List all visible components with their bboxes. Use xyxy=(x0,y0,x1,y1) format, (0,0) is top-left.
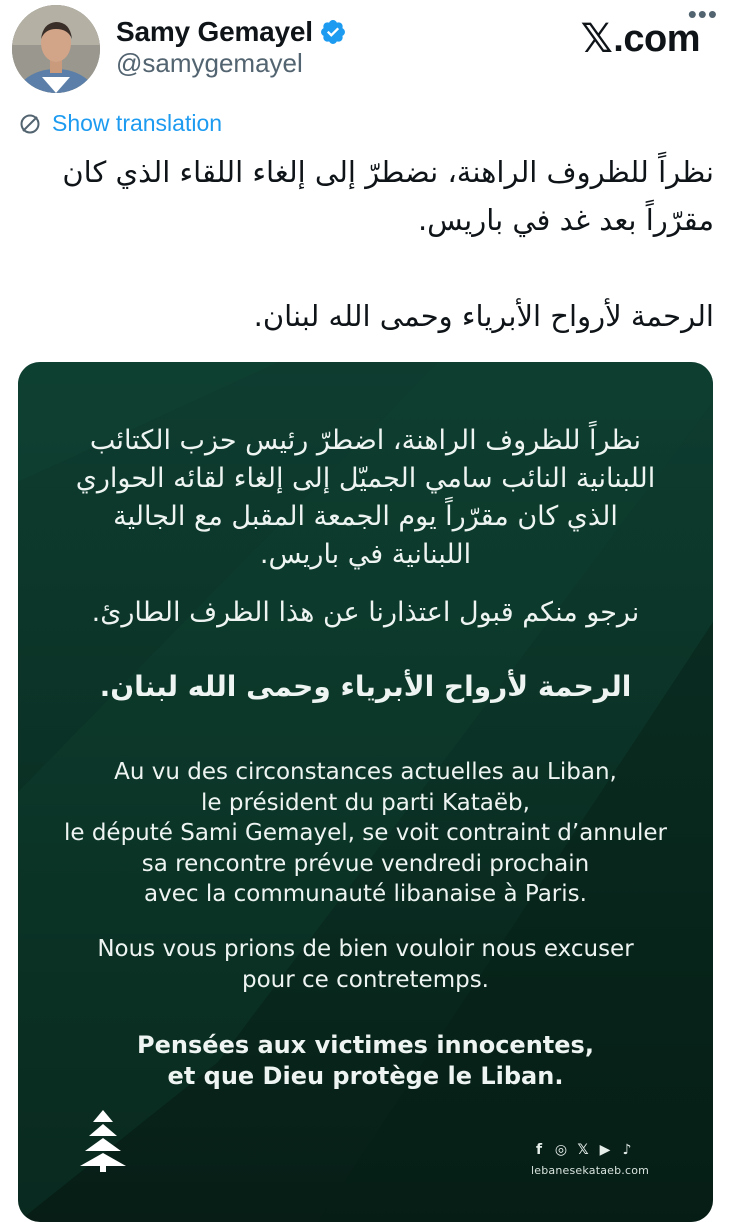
arabic-prayer: الرحمة لأرواح الأبرياء وحمى الله لبنان. xyxy=(99,670,632,703)
tweet-text xyxy=(18,148,714,340)
instagram-icon: ◎ xyxy=(554,1142,568,1158)
french-line: le député Sami Gemayel, se voit contraint d’annuler xyxy=(63,820,668,846)
french-line: avec la communauté libanaise à Paris. xyxy=(144,881,587,907)
tweet-paragraph-1: نظراً للظروف الراهنة، نضطرّ إلى إلغاء اللقاء الذي كان مقرّراً بعد غد في باريس. xyxy=(62,155,714,237)
avatar[interactable] xyxy=(12,5,100,93)
show-translation-link[interactable] xyxy=(18,110,222,137)
x-icon: 𝕏 xyxy=(577,1142,589,1158)
tiktok-icon: ♪ xyxy=(622,1142,632,1158)
french-line: Au vu des circonstances actuelles au Liban, xyxy=(114,759,617,785)
french-line: sa rencontre prévue vendredi prochain xyxy=(141,850,590,877)
french-line: le président du parti Kataëb, xyxy=(201,789,530,816)
tweet-image[interactable] xyxy=(18,362,713,1222)
user-handle[interactable]: @samygemayel xyxy=(116,48,303,78)
verified-badge-icon xyxy=(319,18,347,46)
x-com-label: .com xyxy=(613,17,700,60)
arabic-apology: نرجو منكم قبول اعتذارنا عن هذا الظرف الطارئ. xyxy=(91,597,640,628)
arabic-line: الذي كان مقرّراً يوم الجمعة المقبل مع الجالية xyxy=(113,501,618,532)
french-statement xyxy=(38,757,693,910)
youtube-icon: ▶ xyxy=(599,1142,611,1158)
tweet-paragraph-2: الرحمة لأرواح الأبرياء وحمى الله لبنان. xyxy=(253,299,714,333)
french-line: pour ce contretemps. xyxy=(241,966,489,993)
french-line: Nous vous prions de bien vouloir nous excuser xyxy=(97,936,634,962)
show-translation-label[interactable]: Show translation xyxy=(52,110,223,136)
french-line: Pensées aux victimes innocentes, xyxy=(137,1031,594,1059)
kataeb-cedar-logo-icon xyxy=(80,1110,126,1172)
facebook-icon: f xyxy=(535,1142,543,1158)
arabic-line: نظراً للظروف الراهنة، اضطرّ رئيس حزب الكتائب xyxy=(89,425,642,456)
translate-icon xyxy=(18,112,42,136)
arabic-line: اللبنانية في باريس. xyxy=(259,539,472,570)
arabic-statement xyxy=(48,422,683,574)
display-name[interactable]: Samy Gemayel xyxy=(116,16,313,47)
arabic-line: اللبنانية النائب سامي الجميّل إلى إلغاء لقائه الحواري xyxy=(75,463,656,494)
social-icons xyxy=(531,1142,635,1158)
x-logo-icon: 𝕏 xyxy=(580,16,613,62)
x-com-logo xyxy=(581,16,700,62)
website-url: lebanesekataeb.com xyxy=(531,1164,650,1177)
french-apology xyxy=(38,934,693,995)
french-line: et que Dieu protège le Liban. xyxy=(167,1061,564,1090)
french-prayer xyxy=(38,1030,693,1091)
more-options-icon[interactable]: ••• xyxy=(687,0,718,29)
name-row xyxy=(116,12,347,52)
